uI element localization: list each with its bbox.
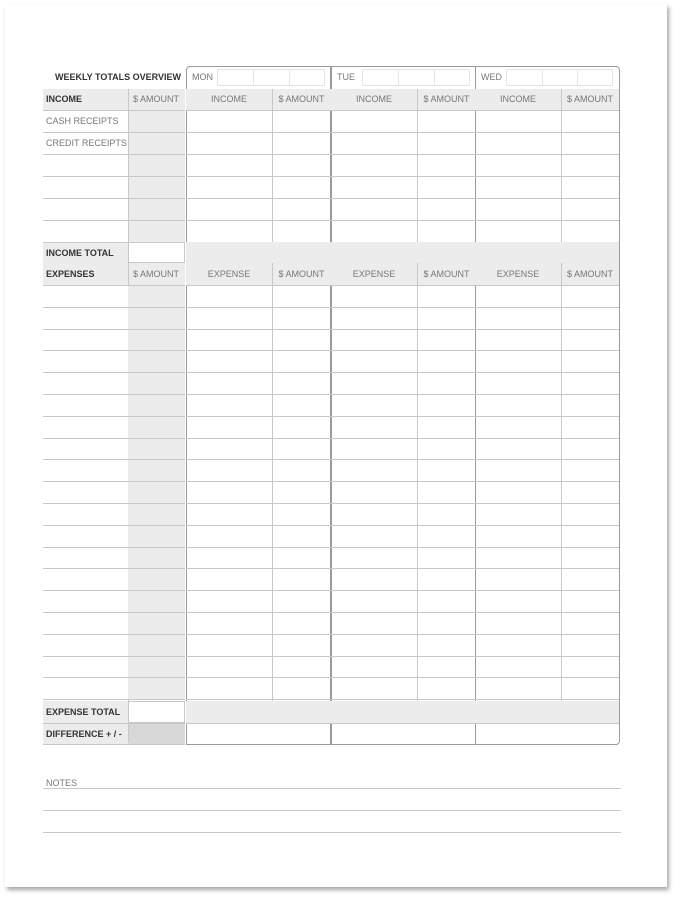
expense-entry-field[interactable] [475, 459, 561, 481]
expense-entry-field[interactable] [475, 372, 561, 394]
date-divider [434, 70, 435, 85]
column-split [417, 89, 418, 242]
income-amount-field[interactable] [272, 154, 331, 176]
expense-amount-field[interactable] [417, 307, 476, 329]
expense-entry-field[interactable] [186, 656, 272, 678]
date-field[interactable] [217, 69, 325, 86]
difference-field[interactable] [186, 723, 331, 744]
difference-label: DIFFERENCE + / - [46, 729, 122, 739]
income-entry-field[interactable] [331, 220, 417, 242]
expense-amount-field[interactable] [272, 634, 331, 656]
difference-field[interactable] [475, 723, 619, 744]
income-amount-field[interactable] [272, 220, 331, 242]
day-name: TUE [337, 72, 355, 82]
expense-amount-field[interactable] [272, 416, 331, 438]
expense-entry-field[interactable] [186, 612, 272, 634]
expense-entry-field[interactable] [186, 568, 272, 590]
expense-entry-field[interactable] [186, 329, 272, 351]
expense-amount-field[interactable] [272, 503, 331, 525]
expense-row-line [43, 699, 185, 700]
notes-line[interactable] [43, 832, 621, 833]
expense-amount-field[interactable] [561, 416, 619, 438]
page-title: WEEKLY TOTALS OVERVIEW [55, 72, 182, 82]
expense-entry-field[interactable] [331, 547, 417, 569]
expense-amount-field[interactable] [561, 481, 619, 503]
expense-entry-field[interactable] [331, 307, 417, 329]
column-split [561, 89, 562, 242]
expense-amount-field[interactable] [561, 459, 619, 481]
expense-entry-field[interactable] [475, 416, 561, 438]
expense-entry-field[interactable] [331, 568, 417, 590]
expense-entry-field[interactable] [331, 416, 417, 438]
expense-entry-field[interactable] [186, 547, 272, 569]
amount-header: $ AMOUNT [278, 94, 325, 104]
expense-entry-field[interactable] [331, 656, 417, 678]
expense-amount-field[interactable] [417, 503, 476, 525]
income-row-field[interactable] [43, 132, 128, 154]
expense-row-field[interactable] [43, 350, 128, 372]
income-amount-field[interactable] [561, 198, 619, 220]
column-split [272, 89, 273, 242]
expense-row-field[interactable] [43, 590, 128, 612]
summary-line [43, 744, 185, 745]
expense-amount-field[interactable] [417, 547, 476, 569]
income-entry-field[interactable] [186, 220, 272, 242]
expense-amount-field[interactable] [417, 677, 476, 699]
income-amount-field[interactable] [417, 176, 476, 198]
expense-entry-field[interactable] [475, 503, 561, 525]
income-entry-field[interactable] [475, 220, 561, 242]
expense-amount-field[interactable] [417, 525, 476, 547]
expense-entry-field[interactable] [475, 394, 561, 416]
expense-row-field[interactable] [43, 438, 128, 460]
expense-amount-field[interactable] [272, 285, 331, 307]
notes-line[interactable] [43, 788, 621, 789]
income-amount-field[interactable] [417, 220, 476, 242]
expense-amount-field[interactable] [417, 329, 476, 351]
expense-amount-field[interactable] [561, 677, 619, 699]
income-row-field[interactable] [43, 220, 128, 242]
expense-amount-field[interactable] [272, 612, 331, 634]
income-row-field[interactable] [43, 176, 128, 198]
date-divider [289, 70, 290, 85]
difference-field[interactable] [331, 723, 476, 744]
expense-entry-field[interactable] [186, 481, 272, 503]
expense-entry-field[interactable] [331, 350, 417, 372]
expense-amount-header: $ AMOUNT [566, 269, 613, 279]
income-entry-field[interactable] [331, 132, 417, 154]
expense-entry-field[interactable] [331, 481, 417, 503]
income-header-label: INCOME [46, 94, 82, 104]
expense-row-field[interactable] [43, 503, 128, 525]
date-divider [398, 70, 399, 85]
expense-entry-field[interactable] [475, 285, 561, 307]
expense-total-field[interactable] [128, 701, 185, 723]
expense-amount-field[interactable] [417, 590, 476, 612]
expenses-header-label: EXPENSES [46, 269, 95, 279]
expense-amount-field[interactable] [561, 547, 619, 569]
expense-amount-field[interactable] [272, 568, 331, 590]
expense-entry-field[interactable] [186, 372, 272, 394]
expense-entry-field[interactable] [331, 372, 417, 394]
income-amount-field[interactable] [272, 176, 331, 198]
expense-amount-field[interactable] [417, 416, 476, 438]
expense-entry-field[interactable] [186, 503, 272, 525]
expense-total-band[interactable] [475, 701, 619, 723]
expense-amount-field[interactable] [272, 438, 331, 460]
expense-entry-field[interactable] [186, 677, 272, 699]
amount-header: $ AMOUNT [566, 94, 613, 104]
difference-field[interactable] [128, 723, 185, 744]
expense-entry-field[interactable] [475, 612, 561, 634]
expense-amount-field[interactable] [417, 481, 476, 503]
expense-amount-field[interactable] [561, 350, 619, 372]
expense-entry-field[interactable] [331, 394, 417, 416]
notes-line[interactable] [43, 810, 621, 811]
income-amount-field[interactable] [561, 154, 619, 176]
expense-amount-field[interactable] [561, 634, 619, 656]
income-amount-field[interactable] [417, 132, 476, 154]
income-row-label-cash: CASH RECEIPTS [46, 116, 119, 126]
expense-amount-field[interactable] [561, 285, 619, 307]
income-row-field[interactable] [43, 198, 128, 220]
income-row-field[interactable] [43, 154, 128, 176]
expense-entry-field[interactable] [186, 285, 272, 307]
expense-amount-field[interactable] [561, 503, 619, 525]
expense-row-field[interactable] [43, 459, 128, 481]
income-amount-field[interactable] [561, 132, 619, 154]
expense-amount-field[interactable] [417, 612, 476, 634]
expense-amount-field[interactable] [272, 350, 331, 372]
expense-row-field[interactable] [43, 568, 128, 590]
date-field[interactable] [506, 69, 613, 86]
expense-entry-field[interactable] [331, 677, 417, 699]
expense-row-field[interactable] [43, 656, 128, 678]
income-entry-field[interactable] [186, 198, 272, 220]
income-row-field[interactable] [43, 110, 128, 132]
income-amount-field[interactable] [272, 198, 331, 220]
expense-amount-field[interactable] [561, 656, 619, 678]
income-entry-field[interactable] [186, 132, 272, 154]
expense-entry-field[interactable] [475, 590, 561, 612]
income-amount-field[interactable] [272, 110, 331, 132]
expense-entry-field[interactable] [475, 350, 561, 372]
expense-amount-field[interactable] [272, 677, 331, 699]
day-name: MON [192, 72, 213, 82]
expense-amount-field[interactable] [272, 590, 331, 612]
expense-amount-field[interactable] [272, 525, 331, 547]
expense-entry-field[interactable] [186, 438, 272, 460]
income-amount-field[interactable] [272, 132, 331, 154]
date-divider [577, 70, 578, 85]
expense-amount-field[interactable] [561, 307, 619, 329]
date-field[interactable] [362, 69, 470, 86]
expenses-amount-header: $ AMOUNT [133, 269, 180, 279]
income-amount-field[interactable] [561, 110, 619, 132]
expense-entry-field[interactable] [186, 307, 272, 329]
income-entry-field[interactable] [186, 176, 272, 198]
expense-entry-field[interactable] [475, 656, 561, 678]
expense-entry-field[interactable] [475, 677, 561, 699]
expense-entry-field[interactable] [475, 568, 561, 590]
income-total-band[interactable] [186, 242, 331, 263]
expense-row-field[interactable] [43, 307, 128, 329]
expense-row-field[interactable] [43, 394, 128, 416]
expense-amount-field[interactable] [561, 329, 619, 351]
expense-amount-field[interactable] [417, 634, 476, 656]
expense-row-field[interactable] [43, 285, 128, 307]
expense-amount-field[interactable] [417, 656, 476, 678]
expense-entry-field[interactable] [331, 634, 417, 656]
income-total-band[interactable] [331, 242, 476, 263]
day-name: WED [481, 72, 502, 82]
expense-entry-field[interactable] [475, 481, 561, 503]
expense-entry-field[interactable] [475, 438, 561, 460]
income-entry-field[interactable] [331, 198, 417, 220]
column-split [272, 263, 273, 701]
expense-row-field[interactable] [43, 612, 128, 634]
income-amount-field[interactable] [417, 198, 476, 220]
expense-entry-field[interactable] [186, 590, 272, 612]
column-split [561, 263, 562, 701]
expense-entry-field[interactable] [186, 634, 272, 656]
income-entry-field[interactable] [475, 176, 561, 198]
expense-entry-field[interactable] [475, 547, 561, 569]
expense-row-field[interactable] [43, 481, 128, 503]
income-entry-field[interactable] [331, 176, 417, 198]
expense-amount-field[interactable] [272, 394, 331, 416]
notes-label: NOTES [46, 778, 78, 788]
expense-entry-field[interactable] [331, 329, 417, 351]
income-entry-field[interactable] [331, 154, 417, 176]
expense-amount-field[interactable] [561, 568, 619, 590]
income-row-label-credit: CREDIT RECEIPTS [46, 138, 127, 148]
expense-row-field[interactable] [43, 416, 128, 438]
expense-total-band[interactable] [331, 701, 476, 723]
expense-amount-field[interactable] [561, 590, 619, 612]
expense-entry-field[interactable] [186, 416, 272, 438]
expense-entry-field[interactable] [331, 590, 417, 612]
expense-row-field[interactable] [43, 329, 128, 351]
amount-header: $ AMOUNT [423, 94, 470, 104]
expense-row-field[interactable] [43, 372, 128, 394]
expense-amount-field[interactable] [417, 372, 476, 394]
expense-entry-field[interactable] [331, 612, 417, 634]
expense-amount-field[interactable] [272, 547, 331, 569]
income-entry-field[interactable] [186, 110, 272, 132]
expense-amount-field[interactable] [561, 394, 619, 416]
expense-amount-column[interactable] [128, 285, 185, 699]
income-amount-field[interactable] [417, 110, 476, 132]
expense-total-band[interactable] [186, 701, 331, 723]
expense-row-field[interactable] [43, 525, 128, 547]
expense-amount-header: $ AMOUNT [423, 269, 470, 279]
expense-amount-field[interactable] [272, 372, 331, 394]
date-divider [542, 70, 543, 85]
expense-entry-field[interactable] [475, 634, 561, 656]
income-entry-field[interactable] [331, 110, 417, 132]
income-total-band[interactable] [475, 242, 619, 263]
income-amount-field[interactable] [561, 220, 619, 242]
income-entry-field[interactable] [475, 198, 561, 220]
expense-amount-field[interactable] [561, 525, 619, 547]
expense-amount-field[interactable] [417, 459, 476, 481]
income-entry-field[interactable] [475, 132, 561, 154]
expense-header: EXPENSE [496, 269, 540, 279]
income-entry-field[interactable] [186, 154, 272, 176]
income-total-label: INCOME TOTAL [46, 248, 114, 258]
expense-amount-field[interactable] [561, 612, 619, 634]
column-split [417, 263, 418, 701]
income-header: INCOME [211, 94, 247, 104]
income-entry-field[interactable] [475, 110, 561, 132]
expense-row-field[interactable] [43, 634, 128, 656]
expense-amount-field[interactable] [417, 438, 476, 460]
expense-amount-field[interactable] [272, 307, 331, 329]
expense-amount-field[interactable] [272, 329, 331, 351]
expense-entry-field[interactable] [331, 285, 417, 307]
income-total-field[interactable] [128, 242, 185, 263]
expense-entry-field[interactable] [186, 459, 272, 481]
expense-amount-field[interactable] [272, 481, 331, 503]
expense-entry-field[interactable] [331, 503, 417, 525]
date-divider [253, 70, 254, 85]
expense-amount-header: $ AMOUNT [278, 269, 325, 279]
expense-amount-field[interactable] [417, 568, 476, 590]
expense-amount-field[interactable] [272, 459, 331, 481]
expense-entry-field[interactable] [331, 438, 417, 460]
expense-entry-field[interactable] [475, 329, 561, 351]
expense-entry-field[interactable] [186, 394, 272, 416]
expense-header: EXPENSE [352, 269, 396, 279]
expense-entry-field[interactable] [331, 459, 417, 481]
expense-entry-field[interactable] [331, 525, 417, 547]
expense-header: EXPENSE [207, 269, 251, 279]
income-amount-header: $ AMOUNT [133, 94, 180, 104]
income-amount-field[interactable] [561, 176, 619, 198]
planner-page [5, 4, 667, 887]
expense-row-field[interactable] [43, 547, 128, 569]
expense-entry-field[interactable] [475, 307, 561, 329]
expense-amount-field[interactable] [272, 656, 331, 678]
expense-amount-field[interactable] [561, 438, 619, 460]
income-header: INCOME [356, 94, 392, 104]
expense-amount-field[interactable] [417, 350, 476, 372]
expense-entry-field[interactable] [475, 525, 561, 547]
income-row-line [43, 242, 185, 243]
expense-total-label: EXPENSE TOTAL [46, 707, 121, 717]
expense-entry-field[interactable] [186, 525, 272, 547]
income-entry-field[interactable] [475, 154, 561, 176]
income-amount-field[interactable] [417, 154, 476, 176]
summary-line [43, 723, 185, 724]
income-header: INCOME [500, 94, 536, 104]
expense-amount-field[interactable] [417, 394, 476, 416]
expense-amount-field[interactable] [561, 372, 619, 394]
expense-amount-field[interactable] [417, 285, 476, 307]
expense-row-field[interactable] [43, 677, 128, 699]
expense-entry-field[interactable] [186, 350, 272, 372]
